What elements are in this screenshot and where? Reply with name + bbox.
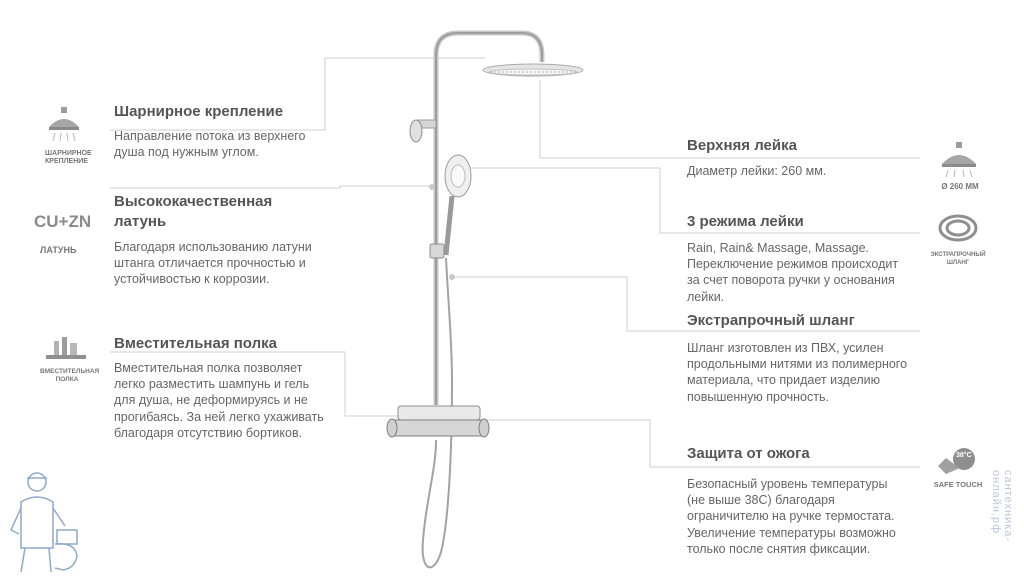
site-watermark: сантехника-онлайн.рф (990, 470, 1014, 543)
burn-desc: Безопасный уровень температуры (не выше 38С) благодаря ограничителю на ручке термостата. Увеличение температуры возможно только после снятия фиксации. (687, 477, 896, 556)
shelf-desc: Вместительная полка позволяет легко разместить шампунь и гель для душа, не деформируясь и не прогибаясь. За ней легко ухаживать благодаря отсутствию бортиков. (114, 361, 324, 440)
hinge-icon-label: ШАРНИРНОЕ КРЕПЛЕНИЕ (45, 150, 92, 165)
modes-desc: Rain, Rain& Massage, Massage. Переключение режимов происходит за счет поворота ручки у основания лейки. (687, 241, 899, 304)
plumber-mascot-icon (5, 468, 85, 585)
top-head-icon (932, 140, 988, 191)
shelf-title: Вместительная полка (114, 335, 277, 352)
safe-touch-temp: 38°C (956, 452, 972, 459)
hinge-desc: Направление потока из верхнего душа под нужным углом. (114, 129, 306, 160)
hinge-icon (45, 105, 92, 167)
top-head-title: Верхняя лейка (687, 137, 797, 154)
modes-title: 3 режима лейки (687, 213, 804, 230)
brass-desc: Благодаря использованию латуни штанга отличается прочностью и устойчивостью к коррозии. (114, 240, 312, 287)
burn-icon-label: SAFE TOUCH (933, 480, 983, 489)
hose-title: Экстрапрочный шланг (687, 312, 855, 329)
brass-icon-label: ЛАТУНЬ (40, 245, 77, 255)
shelf-icon (40, 335, 100, 395)
brass-icon: CU+ZN (34, 212, 92, 231)
modes-icon-label: ЭКСТРАПРОЧНЫЙ ШЛАНГ (930, 252, 986, 266)
hose-desc: Шланг изготовлен из ПВХ, усилен продольными нитями из полимерного материала, что придает изделию повышенную прочность. (687, 341, 908, 404)
safe-touch-icon (930, 446, 986, 489)
hose-coil-icon (930, 210, 986, 267)
burn-title: Защита от ожога (687, 445, 810, 462)
top-head-desc: Диаметр лейки: 260 мм. (687, 164, 827, 178)
shelf-icon-label: ВМЕСТИТЕЛЬНАЯ ПОЛКА (40, 368, 100, 383)
top-head-icon-label: Ø 260 ММ (941, 182, 979, 191)
connector-brass (110, 186, 432, 188)
hinge-title: Шарнирное крепление (114, 103, 284, 120)
brass-title: Высококачественная латунь (114, 193, 273, 230)
